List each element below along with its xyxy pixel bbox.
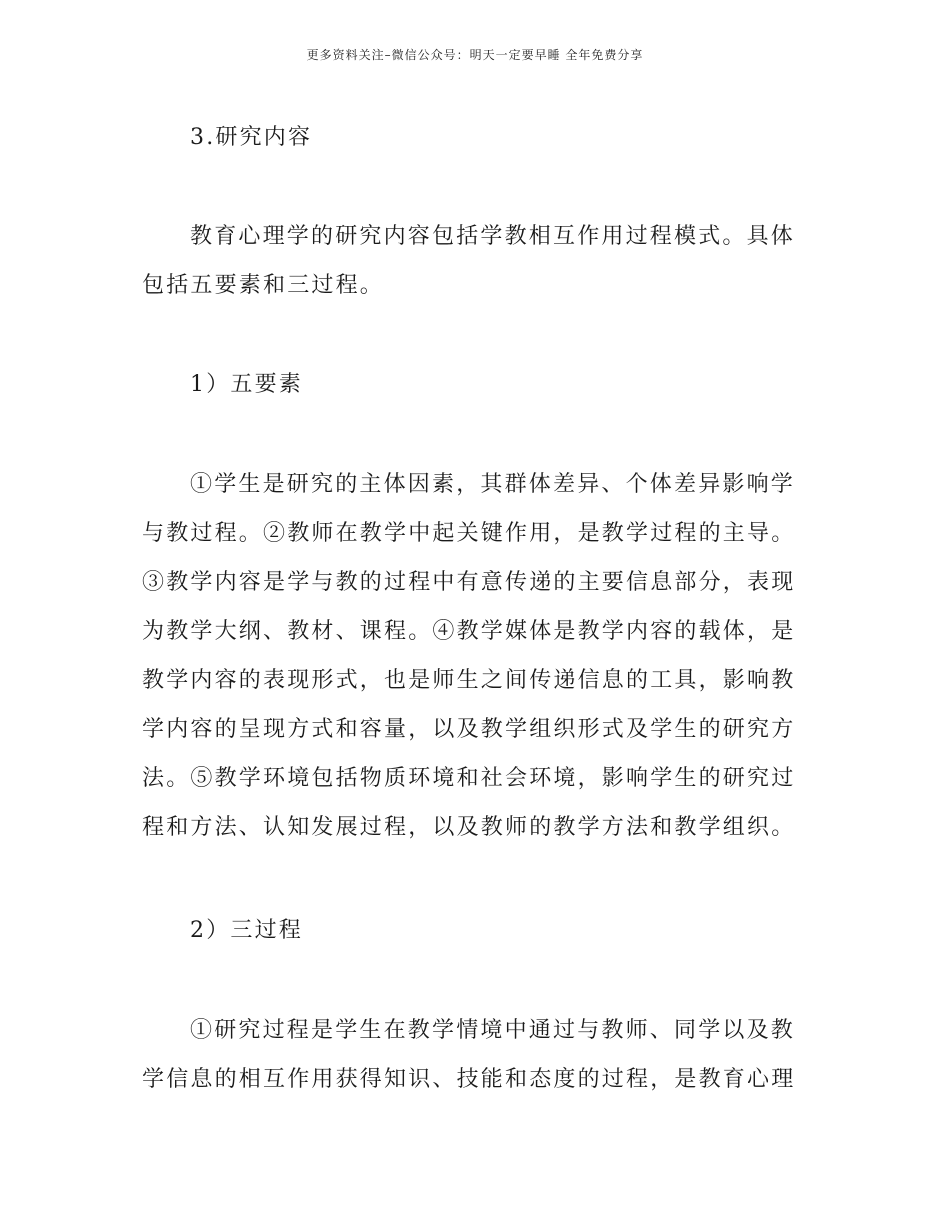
- three-processes-heading: 2）三过程: [190, 918, 303, 943]
- page-header: 更多资料关注–微信公众号：明天一定要早睡 全年免费分享: [306, 48, 644, 62]
- five-elements-paragraph: ①学生是研究的主体因素，其群体差异、个体差异影响学与教过程。②教师在教学中起关键作用，是教学过程的主导。③教学内容是学与教的过程中有意传递的主要信息部分，表现为教学大纲、教材、课程。④教学媒体是教学内容的载体，是教学内容的表现形式，也是师生之间传递信息的工具，影响教学内容的呈现方式和容量，以及教学组织形式及学生的研究方法。⑤教学环境包括物质环境和社会环境，影响学生的研究过程和方法、认知发展过程，以及教师的教学方法和教学组织。: [142, 472, 796, 840]
- intro-paragraph: 教育心理学的研究内容包括学教相互作用过程模式。具体包括五要素和三过程。: [142, 224, 796, 298]
- section-title: 3.研究内容: [190, 125, 313, 150]
- three-processes-paragraph: ①研究过程是学生在教学情境中通过与教师、同学以及教学信息的相互作用获得知识、技能和态度的过程，是教育心理: [142, 1018, 796, 1092]
- five-elements-heading: 1）五要素: [190, 372, 303, 397]
